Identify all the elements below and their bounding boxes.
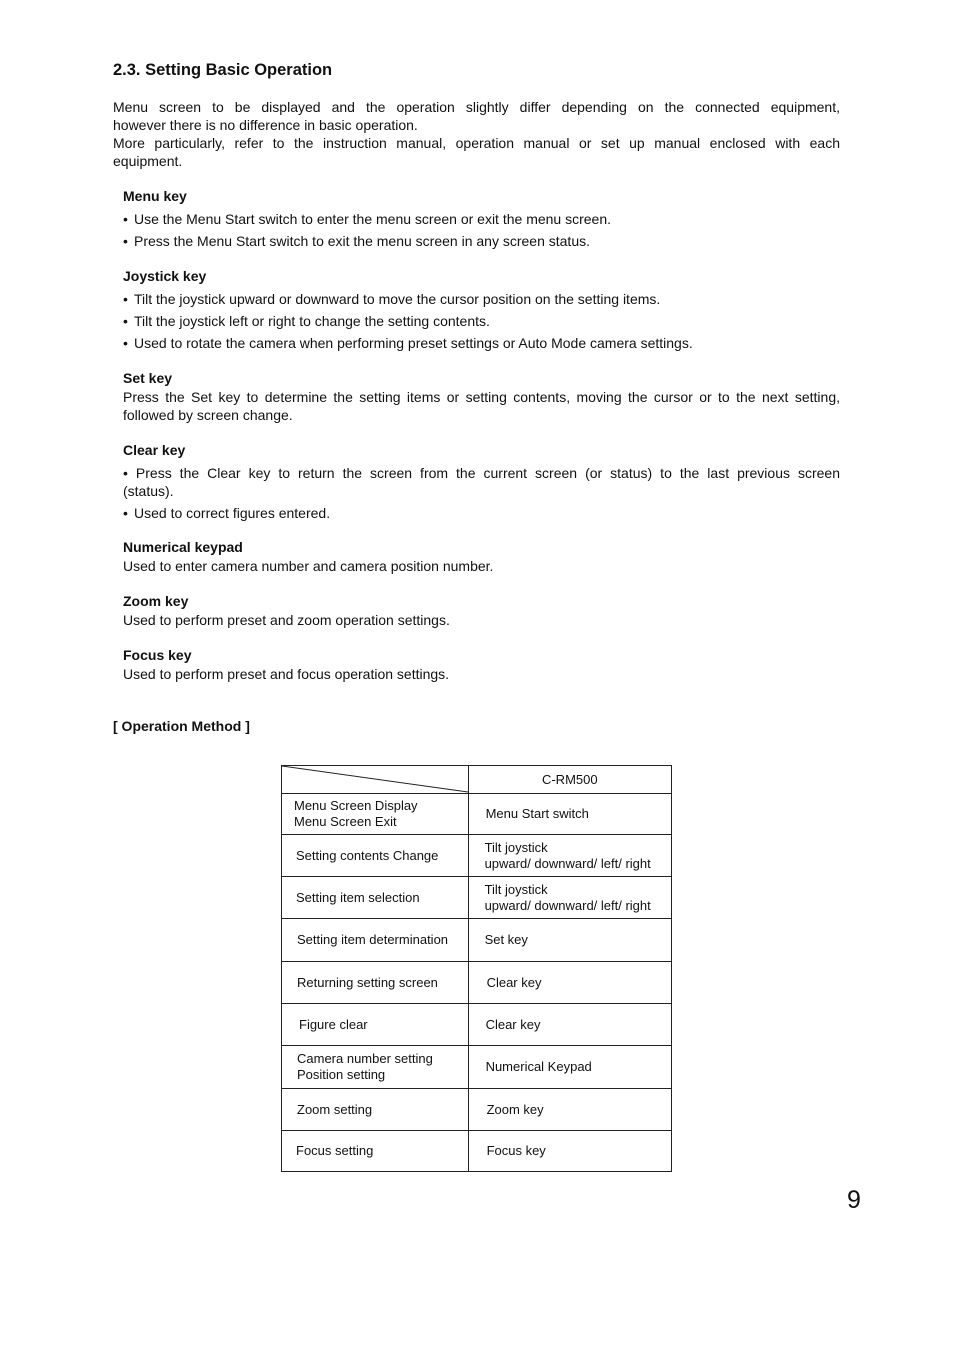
control-line: upward/ downward/ left/ right xyxy=(484,855,651,871)
numerical-keypad-heading: Numerical keypad xyxy=(123,539,243,555)
table-row xyxy=(282,962,672,1004)
bullet-mark: • xyxy=(123,505,128,521)
set-key-line-1: Press the Set key to determine the setting items or setting contents, moving the cursor or to the next setting, xyxy=(123,389,840,405)
operation-method-table xyxy=(281,765,672,1172)
operation-cell xyxy=(282,877,469,919)
joystick-key-bullet xyxy=(123,290,840,308)
table-row xyxy=(282,835,672,877)
control-cell xyxy=(468,962,671,1004)
table-row xyxy=(282,1004,672,1046)
zoom-key-text: Used to perform preset and zoom operation settings. xyxy=(123,612,450,628)
operation-line: Camera number setting xyxy=(297,1051,433,1066)
bullet-mark: • xyxy=(123,465,128,481)
operation-line: Setting item determination xyxy=(297,932,449,947)
operation-cell xyxy=(282,835,469,877)
operation-cell xyxy=(282,794,469,835)
control-line: Zoom key xyxy=(486,1101,544,1117)
control-cell xyxy=(468,1004,671,1046)
control-line: Set key xyxy=(484,932,528,947)
table-row xyxy=(282,877,672,919)
bullet-text: Press the Menu Start switch to exit the menu screen in any screen status. xyxy=(134,233,590,249)
focus-key-text: Used to perform preset and focus operation settings. xyxy=(123,666,450,682)
control-line: Focus key xyxy=(486,1143,546,1158)
table-row xyxy=(282,794,672,835)
joystick-key-heading: Joystick key xyxy=(123,268,207,284)
table-row xyxy=(282,1131,672,1172)
operation-line: Position setting xyxy=(297,1067,386,1082)
clear-key-bullet xyxy=(123,504,840,522)
operation-line: Setting contents Change xyxy=(296,847,439,863)
clear-key-heading: Clear key xyxy=(123,442,186,458)
table-row xyxy=(282,1089,672,1131)
set-key-line-2: followed by screen change. xyxy=(123,407,293,423)
control-line: Clear key xyxy=(486,974,542,990)
operation-line: Focus setting xyxy=(296,1143,374,1158)
clear-key-bullet xyxy=(123,464,840,482)
operation-method-heading: [ Operation Method ] xyxy=(113,718,250,734)
bullet-text: Tilt the joystick left or right to change the setting contents. xyxy=(134,313,490,329)
control-line: Menu Start switch xyxy=(485,806,589,821)
intro-line-3: More particularly, refer to the instruction manual, operation manual or set up manual enclosed with each xyxy=(113,135,840,151)
control-line: Tilt joystick xyxy=(484,881,548,897)
bullet-mark: • xyxy=(123,313,128,329)
column-header-cell: C-RM500 xyxy=(468,766,671,794)
control-line: upward/ downward/ left/ right xyxy=(484,897,651,913)
table-header-row xyxy=(282,766,672,794)
intro-line-2: however there is no difference in basic operation. xyxy=(113,117,418,133)
diagonal-line xyxy=(282,766,468,793)
header-corner-cell xyxy=(282,766,469,794)
control-cell xyxy=(468,1089,671,1131)
bullet-mark: • xyxy=(123,233,128,249)
menu-key-bullet xyxy=(123,210,840,228)
intro-line-1: Menu screen to be displayed and the operation slightly differ depending on the connected equipment, xyxy=(113,99,840,115)
joystick-key-bullet xyxy=(123,312,840,330)
operation-cell xyxy=(282,1089,469,1131)
control-cell xyxy=(468,1131,671,1172)
operation-cell xyxy=(282,962,469,1004)
menu-key-bullet xyxy=(123,232,840,250)
operation-cell xyxy=(282,1004,469,1046)
zoom-key-heading: Zoom key xyxy=(123,593,189,609)
bullet-text: Used to correct figures entered. xyxy=(134,505,331,521)
bullet-text: Press the Clear key to return the screen from the current screen (or status) to the last previous screen xyxy=(135,465,841,481)
bullet-mark: • xyxy=(123,211,128,227)
menu-key-heading: Menu key xyxy=(123,188,187,204)
clear-key-bullet-cont: (status). xyxy=(123,483,174,499)
set-key-heading: Set key xyxy=(123,370,173,386)
bullet-text: Tilt the joystick upward or downward to move the cursor position on the setting items. xyxy=(134,291,661,307)
control-cell xyxy=(468,794,671,835)
page-number: 9 xyxy=(847,1186,861,1214)
bullet-text: Use the Menu Start switch to enter the menu screen or exit the menu screen. xyxy=(134,211,612,227)
control-cell xyxy=(468,1046,671,1089)
operation-line: Menu Screen Exit xyxy=(294,814,397,829)
numerical-keypad-text: Used to enter camera number and camera position number. xyxy=(123,558,494,574)
control-line: Numerical Keypad xyxy=(485,1059,592,1074)
operation-line: Figure clear xyxy=(299,1016,368,1032)
operation-line: Menu Screen Display xyxy=(294,798,418,813)
operation-line: Returning setting screen xyxy=(297,974,438,990)
operation-line: Zoom setting xyxy=(297,1101,373,1117)
bullet-text: Used to rotate the camera when performing preset settings or Auto Mode camera settings. xyxy=(134,335,693,351)
table-row xyxy=(282,1046,672,1089)
focus-key-heading: Focus key xyxy=(123,647,192,663)
operation-cell xyxy=(282,919,469,962)
control-cell xyxy=(468,877,671,919)
bullet-mark: • xyxy=(123,335,128,351)
operation-cell xyxy=(282,1131,469,1172)
operation-line: Setting item selection xyxy=(296,889,420,905)
control-line: Tilt joystick xyxy=(484,839,548,855)
table-row xyxy=(282,919,672,962)
control-cell xyxy=(468,835,671,877)
joystick-key-bullet xyxy=(123,334,840,352)
operation-cell xyxy=(282,1046,469,1089)
section-title: 2.3. Setting Basic Operation xyxy=(113,61,333,79)
control-line: Clear key xyxy=(485,1016,541,1032)
intro-line-4: equipment. xyxy=(113,153,183,169)
bullet-mark: • xyxy=(123,291,128,307)
control-cell xyxy=(468,919,671,962)
